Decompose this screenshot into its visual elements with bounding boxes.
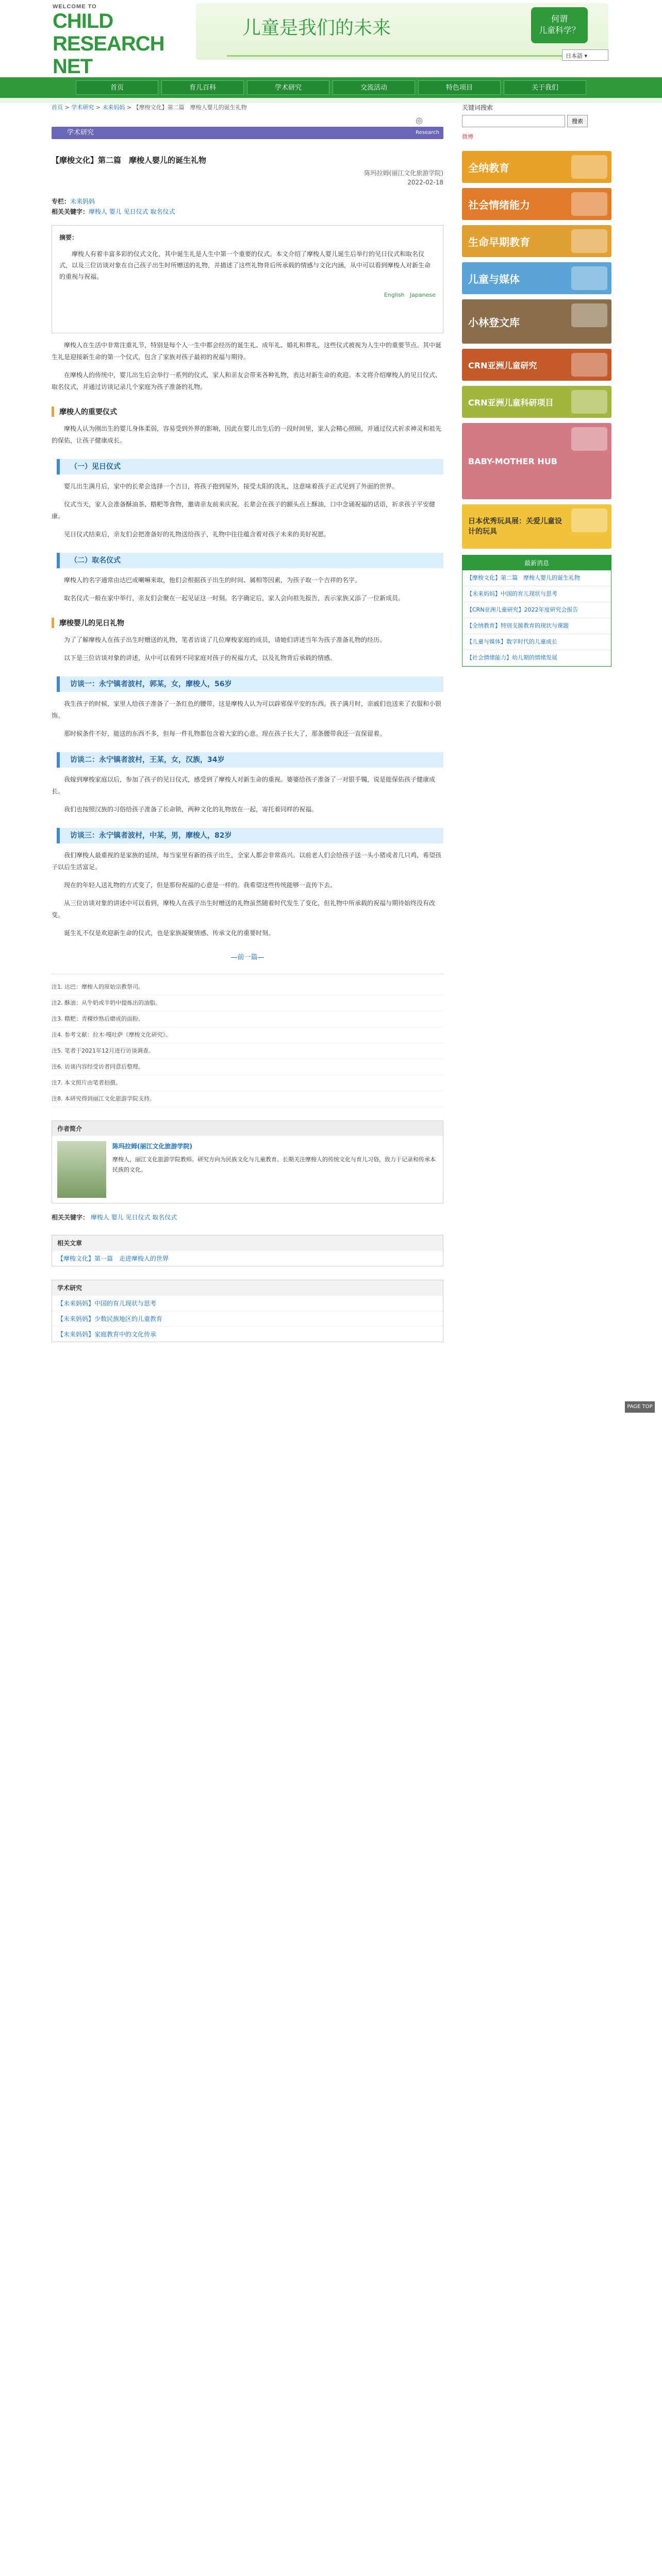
breadcrumb-research[interactable]: 学术研究 xyxy=(71,104,94,111)
newest-list xyxy=(462,555,611,667)
banner-deco xyxy=(571,353,607,377)
newest-item[interactable]: 【未来妈妈】中国的育儿现状与思考 xyxy=(462,586,611,602)
meta-column-link[interactable]: 未来妈妈 xyxy=(70,198,95,205)
paragraph: 见日仪式结束后，亲友们会把准备好的礼物送给孩子，礼物中往往蕴含着对孩子未来的美好祝愿。 xyxy=(64,531,330,538)
bottom-keywords-label: 相关关键字： xyxy=(52,1214,89,1221)
sidebar xyxy=(462,103,611,667)
banner-deco xyxy=(571,509,607,532)
main-content xyxy=(52,103,443,1342)
nav-about[interactable]: 关于我们 xyxy=(504,80,586,95)
banner-label: BABY-MOTHER HUB xyxy=(468,456,557,466)
heading-see-day: （一）见日仪式 xyxy=(57,459,443,474)
nav-parenting[interactable]: 育儿百科 xyxy=(161,80,244,95)
paragraph: 在摩梭人的传统中，婴儿出生后会举行一系列的仪式，家人和亲友会带来各种礼物，表达对新生命的欢迎。本文将介绍摩梭人的见日仪式、取名仪式，并通过访谈记录几个家庭为孩子准备的礼物。 xyxy=(52,371,442,391)
nav-home[interactable]: 首页 xyxy=(76,80,158,95)
paragraph: 取名仪式一般在家中举行，亲友们会聚在一起见证这一时刻。名字确定后，家人会向祖先报告，表示家族又添了一位新成员。 xyxy=(64,595,405,602)
banner-inclusive[interactable] xyxy=(462,151,611,183)
related-item[interactable]: 【摩梭文化】第一篇 走进摩梭人的世界 xyxy=(52,1250,443,1266)
related-articles xyxy=(52,1235,443,1266)
author-profile xyxy=(52,1121,443,1204)
nav-events[interactable]: 交流活动 xyxy=(333,80,415,95)
banner-baby-mother-hub[interactable] xyxy=(462,423,611,499)
paragraph: 我们摩梭人最重视的是家族的延续，每当家里有新的孩子出生，全家人都会非常高兴。以前老人们会给孩子送一头小猪或者几只鸡，希望孩子以后生活富足。 xyxy=(52,852,442,871)
banner-early[interactable] xyxy=(462,225,611,257)
article-author xyxy=(52,168,443,187)
meta-keywords-label: 相关关键字： xyxy=(52,208,89,215)
site-logo[interactable] xyxy=(53,4,164,78)
search-input[interactable] xyxy=(462,115,565,127)
meta-column-label: 专栏： xyxy=(52,198,71,205)
abstract-box xyxy=(52,225,443,333)
nav-projects[interactable]: 特色项目 xyxy=(418,80,501,95)
banner-illustration xyxy=(227,41,577,57)
main-nav xyxy=(0,77,662,98)
heading-interview-3: 访谈三：永宁镇者波村，中某，男，摩梭人，82岁 xyxy=(57,828,443,843)
bottom-keywords xyxy=(52,1213,443,1222)
article-date: 2022-02-18 xyxy=(407,179,443,186)
banner-label: 全纳教育 xyxy=(468,161,509,174)
language-select[interactable]: 日本語 ▾ xyxy=(562,49,608,61)
newest-item[interactable]: 【摩梭文化】第二篇 摩梭人婴儿的诞生礼物 xyxy=(462,570,611,586)
newest-item[interactable]: 【全纳教育】特别支援教育的现状与课题 xyxy=(462,618,611,634)
paragraph: 我嫁到摩梭家庭以后，参加了孩子的见日仪式，感受到了摩梭人对新生命的重视。婆婆给孩子准备了一对银手镯，说是能保佑孩子健康成长。 xyxy=(52,776,436,795)
banner-label: 日本优秀玩具展：关爱儿童设计的玩具 xyxy=(468,517,562,536)
related-header: 相关文章 xyxy=(52,1235,443,1250)
logo-welcome: WELCOME TO xyxy=(53,4,97,10)
bottom-keywords-links[interactable]: 摩梭人 婴儿 见日仪式 取名仪式 xyxy=(90,1214,177,1221)
paragraph: 以下是三位访谈对象的讲述，从中可以看到不同家庭对孩子的祝福方式，以及礼物背后承载的情感。 xyxy=(64,654,337,662)
share-icon[interactable]: ◎ xyxy=(416,115,423,125)
paragraph: 摩梭人认为刚出生的婴儿身体柔弱，容易受到外界的影响，因此在婴儿出生后的一段时间里，家人会精心照顾，并通过仪式祈求神灵和祖先的保佑，让孩子健康成长。 xyxy=(52,425,442,444)
paragraph: 摩梭人在生活中非常注重礼节，特别是每个人一生中都会经历的诞生礼、成年礼、婚礼和葬礼，这些仪式被视为人生中的重要节点。其中诞生礼是迎接新生命的第一个仪式，包含了家族对孩子最初的祝福与期待。 xyxy=(52,342,442,361)
logo-text: CHILD RESEARCH NET xyxy=(53,10,164,78)
weibo-icon[interactable]: 微博 xyxy=(462,133,473,140)
paragraph: 婴儿出生满月后，家中的长辈会选择一个吉日，将孩子抱到屋外，接受太阳的洗礼，这意味着孩子正式见到了外面的世界。 xyxy=(64,483,399,490)
header-banner xyxy=(196,3,608,60)
banner-deco xyxy=(571,155,607,179)
footnote: 注7. 本文照片由笔者拍摄。 xyxy=(52,1075,443,1091)
footnote: 注5. 笔者于2021年12月进行访谈调查。 xyxy=(52,1043,443,1059)
what-is-child-science-button[interactable]: 何谓 儿童科学？ xyxy=(531,7,588,43)
author-bio: 摩梭人，丽江文化旅游学院教师。研究方向为民族文化与儿童教育。长期关注摩梭人的传统文化与育儿习俗，致力于记录和传承本民族的文化。 xyxy=(112,1156,436,1173)
banner-deco xyxy=(571,390,607,414)
section-label: 学术研究 xyxy=(67,129,94,137)
newest-item[interactable]: 【儿童与媒体】数字时代的儿童成长 xyxy=(462,634,611,650)
japanese-link[interactable]: Japanese xyxy=(410,292,436,298)
footnote: 注4. 参考文献：拉木·嘎吐萨《摩梭文化研究》。 xyxy=(52,1027,443,1043)
search-label: 关键词搜索 xyxy=(462,104,493,111)
footnote: 注1. 达巴：摩梭人的原始宗教祭司。 xyxy=(52,979,443,995)
paragraph: 为了了解摩梭人在孩子出生时赠送的礼物，笔者访谈了几位摩梭家庭的成员，请她们讲述当年为孩子准备礼物的经历。 xyxy=(64,636,386,643)
meta-keywords-links[interactable]: 摩梭人 婴儿 见日仪式 取名仪式 xyxy=(89,208,175,215)
paragraph: 仪式当天，家人会准备酥油茶、糌粑等食物，邀请亲友前来庆祝。长辈会在孩子的额头点上酥油，口中念诵祝福的话语，祈求孩子平安健康。 xyxy=(52,501,436,520)
research-item[interactable]: 【未来妈妈】中国的育儿现状与思考 xyxy=(52,1295,443,1311)
paragraph: 我们也按照汉族的习俗给孩子准备了长命锁，两种文化的礼物放在一起，寄托着同样的祝福。 xyxy=(64,806,318,813)
section-en: Research xyxy=(416,130,439,135)
footnote: 注2. 酥油：从牛奶或羊奶中提炼出的油脂。 xyxy=(52,995,443,1011)
author-profile-header: 作者简介 xyxy=(52,1121,443,1136)
author-line: 陈玛拉姆(丽江文化旅游学院) xyxy=(364,170,443,177)
banner-label: CRN亚洲儿童研究 xyxy=(468,360,537,370)
search-button[interactable]: 搜索 xyxy=(567,115,588,127)
banner-toy-award[interactable] xyxy=(462,504,611,549)
research-item[interactable]: 【未来妈妈】少数民族地区的儿童教育 xyxy=(52,1311,443,1326)
paragraph: 那时候条件不好，能送的东西不多，但每一件礼物都包含着大家的心意。现在孩子长大了，那条腰带我还一直保留着。 xyxy=(64,730,386,737)
breadcrumb-home[interactable]: 首页 xyxy=(52,104,63,111)
nav-research[interactable]: 学术研究 xyxy=(247,80,329,95)
heading-gifts: 摩梭婴儿的见日礼物 xyxy=(52,618,443,628)
article-body xyxy=(52,340,443,939)
breadcrumb-column[interactable]: 未来妈妈 xyxy=(102,104,125,111)
author-photo xyxy=(57,1141,106,1198)
paragraph: 我生孩子的时候，家里人给孩子准备了一条红色的腰带，这是摩梭人认为可以辟邪保平安的东西。孩子满月时，亲戚们也送来了衣服和小银饰。 xyxy=(52,700,442,719)
footnote: 注6. 访谈内容经受访者同意后整理。 xyxy=(52,1059,443,1075)
newest-item[interactable]: 【CRN亚洲儿童研究】2022年度研究会报告 xyxy=(462,602,611,618)
newest-header: 最新消息 xyxy=(462,555,611,570)
banner-sel[interactable] xyxy=(462,188,611,220)
site-header xyxy=(0,0,662,77)
footnotes xyxy=(52,974,443,1107)
search-box xyxy=(462,115,611,127)
research-item[interactable]: 【未来妈妈】家庭教育中的文化传承 xyxy=(52,1326,443,1342)
banner-deco xyxy=(571,266,607,290)
heading-interview-2: 访谈二：永宁镇者波村，王某，女，汉族，34岁 xyxy=(57,752,443,768)
banner-deco xyxy=(571,427,607,451)
section-bar xyxy=(52,127,443,139)
nav-underbar xyxy=(0,98,662,103)
banner-kobayashi[interactable] xyxy=(462,299,611,344)
author-name[interactable]: 陈玛拉姆(丽江文化旅游学院) xyxy=(112,1143,192,1150)
page-top-button[interactable]: PAGE TOP xyxy=(625,1401,655,1413)
research-articles xyxy=(52,1280,443,1342)
abstract-text: 摩梭人有着丰富多彩的仪式文化，其中诞生礼是人生中第一个重要的仪式。本文介绍了摩梭人婴儿诞生后举行的见日仪式和取名仪式，以及三位访谈对象在自己孩子出生时所赠送的礼物，并描述了这些礼物背后所承载的情感与文化内涵，从中可以看到摩梭人对新生命的重视与祝福。 xyxy=(59,250,431,280)
paragraph: 从三位访谈对象的讲述中可以看到，摩梭人在孩子出生时赠送的礼物虽然随着时代发生了变化，但礼物中所承载的祝福与期待始终没有改变。 xyxy=(52,900,436,919)
english-link[interactable]: English xyxy=(384,292,405,298)
heading-naming: （二）取名仪式 xyxy=(57,553,443,568)
banner-crn-asia[interactable] xyxy=(462,349,611,381)
footnote: 注8. 本研究得到丽江文化旅游学院支持。 xyxy=(52,1091,443,1107)
banner-label: 儿童与媒体 xyxy=(468,273,520,285)
newest-item[interactable]: 【社会情绪能力】幼儿期的情绪发展 xyxy=(462,650,611,666)
banner-label: 小林登文库 xyxy=(468,316,520,329)
article-title: 【摩梭文化】第二篇 摩梭人婴儿的诞生礼物 xyxy=(52,156,207,165)
language-flags xyxy=(59,290,436,301)
banner-media[interactable] xyxy=(462,262,611,294)
banner-deco xyxy=(571,303,607,327)
banner-label: 社会情绪能力 xyxy=(468,198,530,211)
paragraph: 诞生礼不仅是欢迎新生命的仪式，也是家族凝聚情感、传承文化的重要时刻。 xyxy=(64,929,275,937)
banner-label: CRN亚洲儿童科研项目 xyxy=(468,397,554,408)
prev-article-link[interactable]: —前一篇— xyxy=(230,954,264,961)
banner-deco xyxy=(571,192,607,216)
heading-interview-1: 访谈一：永宁镇者波村，郭某，女，摩梭人，56岁 xyxy=(57,676,443,692)
footnote: 注3. 糌粑：青稞炒熟后磨成的面粉。 xyxy=(52,1011,443,1027)
research-header: 学术研究 xyxy=(52,1280,443,1295)
paragraph: 现在的年轻人送礼物的方式变了，但是那份祝福的心意是一样的。我希望这些传统能够一直传下去。 xyxy=(64,882,337,889)
breadcrumb-current: 【摩梭文化】第二篇 摩梭人婴儿的诞生礼物 xyxy=(133,104,247,111)
breadcrumb: 首页 > 学术研究 > 未来妈妈 > 【摩梭文化】第二篇 摩梭人婴儿的诞生礼物 xyxy=(52,104,247,111)
banner-label: 生命早期教育 xyxy=(468,235,530,248)
slogan: 儿童是我们的未来 xyxy=(242,18,391,39)
article-meta xyxy=(52,196,443,217)
banner-crn-project[interactable] xyxy=(462,386,611,418)
banner-deco xyxy=(571,229,607,253)
paragraph: 摩梭人的名字通常由达巴或喇嘛来取，他们会根据孩子出生的时间、属相等因素，为孩子取一个吉祥的名字。 xyxy=(64,577,361,584)
abstract-label: 摘要： xyxy=(59,234,78,241)
heading-rites: 摩梭人的重要仪式 xyxy=(52,406,443,417)
